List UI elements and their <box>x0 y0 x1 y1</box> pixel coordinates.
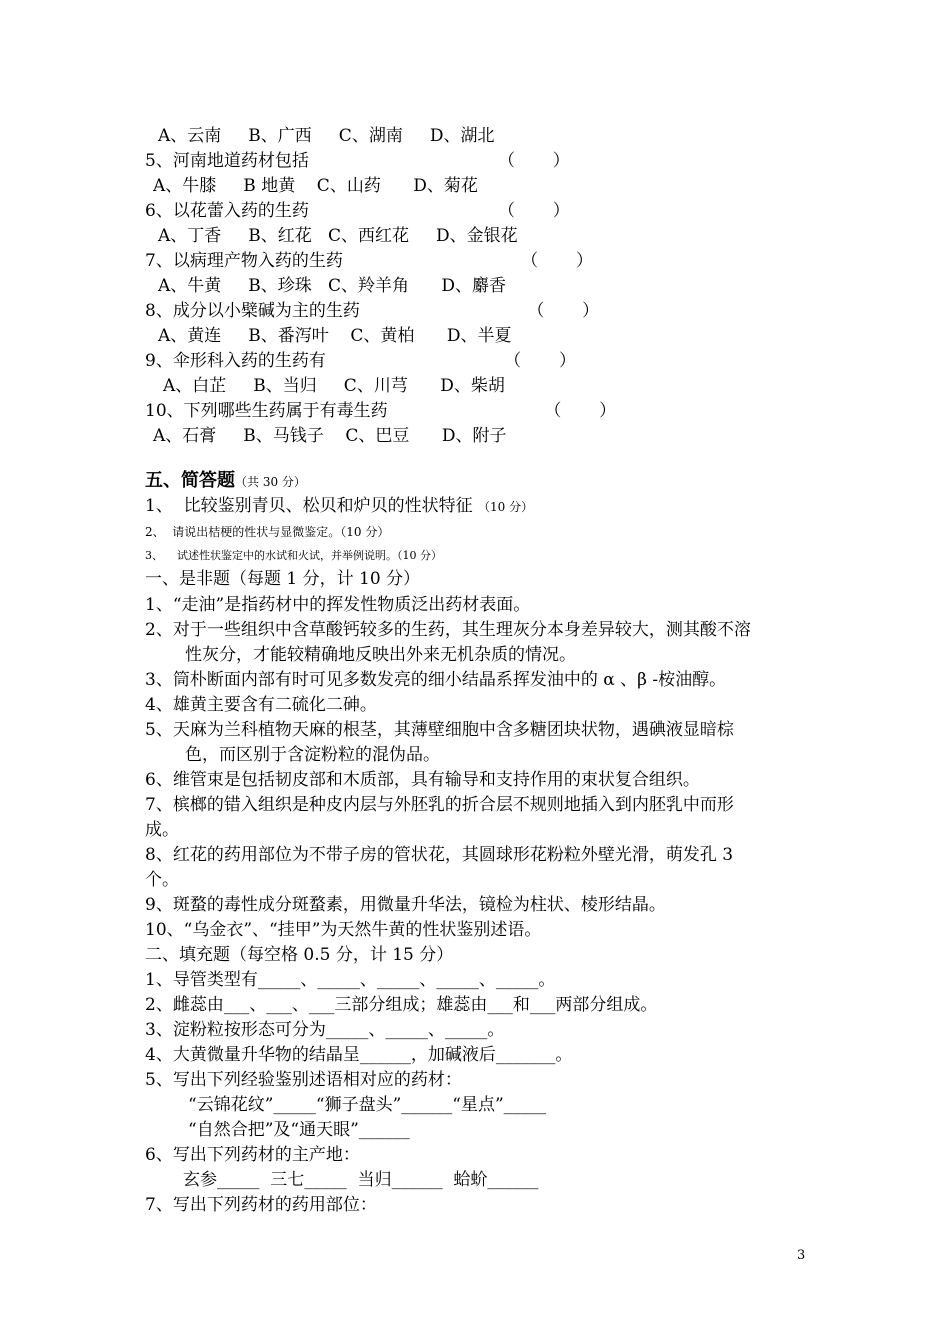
fill-item-5-terms-a: “云锦花纹”_____“狮子盘头”______“星点”_____ <box>188 1095 547 1115</box>
short-heading-note: （共 30 分） <box>235 475 306 489</box>
short-q1-note: （10 分） <box>478 500 534 514</box>
mc-options-5: A、牛膝 B 地黄 C、山药 D、菊花 <box>153 176 478 196</box>
tf-item-2-cont: 性灰分，才能较精确地反映出外来无机杂质的情况。 <box>185 645 576 665</box>
mc-options-7: A、牛黄 B、珍珠 C、羚羊角 D、麝香 <box>158 276 507 296</box>
mc-question-7: 7、以病理产物入药的生药 （ ） <box>145 251 593 271</box>
short-heading-text: 五、简答题 <box>145 470 235 491</box>
tf-item-2: 2、对于一些组织中含草酸钙较多的生药，其生理灰分本身差异较大，测其酸不溶 <box>145 620 751 640</box>
fill-item-6-herbs: 玄参_____ 三七_____ 当归______ 蛤蚧______ <box>183 1170 539 1190</box>
short-q1-text: 1、 比较鉴别青贝、松贝和炉贝的性状特征 <box>145 496 473 516</box>
fill-item-3: 3、淀粉粒按形态可分为_____、_____、_____。 <box>145 1020 505 1040</box>
short-question-2: 2、 请说出桔梗的性状与显微鉴定。（10 分） <box>145 525 390 539</box>
short-question-1 <box>145 495 533 518</box>
fill-item-5-terms-b: “自然合把”及“通天眼”______ <box>188 1120 410 1140</box>
tf-item-8-cont: 个。 <box>145 870 179 890</box>
mc-question-5: 5、河南地道药材包括 （ ） <box>145 151 570 171</box>
fill-item-6: 6、写出下列药材的主产地： <box>145 1145 360 1165</box>
mc-options-6: A、丁香 B、红花 C、西红花 D、金银花 <box>158 226 518 246</box>
fill-item-4: 4、大黄微量升华物的结晶呈______，加碱液后_______。 <box>145 1045 573 1065</box>
tf-heading: 一、是非题（每题 1 分，计 10 分） <box>145 569 421 589</box>
fill-heading: 二、填充题（每空格 0.5 分，计 15 分） <box>145 945 454 965</box>
tf-item-6: 6、维管束是包括韧皮部和木质部，具有输导和支持作用的束状复合组织。 <box>145 770 700 790</box>
tf-item-1: 1、“走油”是指药材中的挥发性物质泛出药材表面。 <box>145 595 531 615</box>
fill-item-7: 7、写出下列药材的药用部位： <box>145 1195 377 1215</box>
tf-item-5: 5、天麻为兰科植物天麻的根茎，其薄壁细胞中含多糖团块状物，遇碘液显暗棕 <box>145 720 734 740</box>
tf-item-5-cont: 色，而区别于含淀粉粒的混伪品。 <box>185 745 440 765</box>
mc-question-8: 8、成分以小檗碱为主的生药 （ ） <box>145 301 600 321</box>
mc-options-4: A、云南 B、广西 C、湖南 D、湖北 <box>158 126 495 146</box>
mc-question-10: 10、下列哪些生药属于有毒生药 （ ） <box>145 401 617 421</box>
mc-options-10: A、石膏 B、马钱子 C、巴豆 D、附子 <box>153 426 507 446</box>
fill-item-1: 1、导管类型有_____、_____、_____、_____、_____。 <box>145 970 556 990</box>
mc-question-9: 9、伞形科入药的生药有 （ ） <box>145 351 576 371</box>
mc-options-9: A、白芷 B、当归 C、川芎 D、柴胡 <box>163 376 505 396</box>
tf-item-7-cont: 成。 <box>145 820 179 840</box>
tf-item-8: 8、红花的药用部位为不带子房的管状花，其圆球形花粉粒外壁光滑，萌发孔 3 <box>145 845 734 865</box>
page-number: 3 <box>797 1248 806 1263</box>
short-question-3: 3、 试述性状鉴定中的水试和火试，并举例说明。（10 分） <box>145 549 442 562</box>
tf-item-4: 4、雄黄主要含有二硫化二砷。 <box>145 695 377 715</box>
fill-item-2: 2、雌蕊由___、___、___三部分组成；雄蕊由___和___两部分组成。 <box>145 995 658 1015</box>
mc-question-6: 6、以花蕾入药的生药 （ ） <box>145 201 570 221</box>
short-answer-heading <box>145 470 306 493</box>
tf-item-9: 9、斑蝥的毒性成分斑蝥素，用微量升华法，镜检为柱状、棱形结晶。 <box>145 895 666 915</box>
mc-options-8: A、黄连 B、番泻叶 C、黄柏 D、半夏 <box>158 326 512 346</box>
tf-item-10: 10、“乌金衣”、“挂甲”为天然牛黄的性状鉴别述语。 <box>145 920 542 940</box>
tf-item-7: 7、槟榔的错入组织是种皮内层与外胚乳的折合层不规则地插入到内胚乳中而形 <box>145 795 734 815</box>
fill-item-5: 5、写出下列经验鉴别述语相对应的药材： <box>145 1070 462 1090</box>
tf-item-3: 3、筒朴断面内部有时可见多数发亮的细小结晶系挥发油中的 α 、β -桉油醇。 <box>145 670 727 690</box>
